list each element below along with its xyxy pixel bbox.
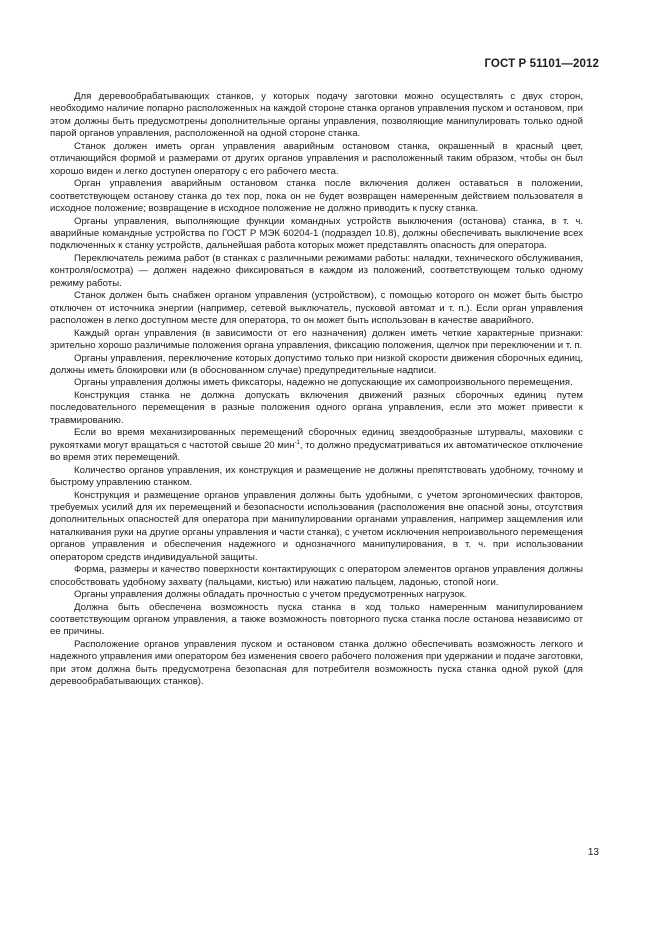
paragraph-text: Если во время механизированных перемещений сборочных единиц звездообразные штурвалы, маховики с рукоятками могут вращаться с частотой свыше 20 мин xyxy=(50,427,583,451)
paragraph: Станок должен иметь орган управления аварийным остановом станка, окрашенный в красный цвет, отличающийся формой и размерами от других органов управления и расположенный таким образом, чтобы он был хорошо виден и легко доступен оператору с его рабочего места. xyxy=(50,140,583,177)
paragraph: Органы управления должны иметь фиксаторы, надежно не допускающие их самопроизвольного перемещения. xyxy=(74,377,573,389)
paragraph: Для деревообрабатывающих станков, у которых подачу заготовки можно осуществлять с двух сторон, необходимо наличие попарно расположенных на каждой стороне станка органов управления пуском и остановом, при этом должны быть предусмотрены дополнительные органы управления, позволяющие манипулировать только одной парой органов управления, расположенной на одной стороне станка. xyxy=(50,91,583,140)
paragraph: Орган управления аварийным остановом станка после включения должен оставаться в положении, соответствующем останову станка до тех пор, пока он не будет возвращен намеренным действием пользователя в исходное положение; возвращение в исходное положение не должно приводить к пуску станка. xyxy=(50,178,583,215)
document-header: ГОСТ Р 51101—2012 xyxy=(484,58,599,70)
paragraph: Станок должен быть снабжен органом управления (устройством), с помощью которого он может быть быстро отключен от источника энергии (например, сетевой выключатель, пусковой автомат и т. п.). Если орган управления расположен в легко доступном месте для оператора, то он может быть использован в качестве аварийного. xyxy=(50,290,583,327)
paragraph: Органы управления должны обладать прочностью с учетом предусмотренных нагрузок. xyxy=(74,589,467,601)
paragraph: Расположение органов управления пуском и остановом станка должно обеспечивать возможность легкого и надежного управления ими оператором без изменения своего рабочего положения при удержании и подаче заготовки, при этом должна быть предусмотрена безопасная для потребителя возможность пуска станка одной рукой (для деревообрабатывающих станков). xyxy=(50,638,583,688)
paragraph: Количество органов управления, их конструкция и размещение не должны препятствовать удобному, точному и быстрому управлению станком. xyxy=(50,464,583,489)
paragraph: Конструкция и размещение органов управления должны быть удобными, с учетом эргономических факторов, требуемых усилий для их перемещений и безопасности использования (расположения вне опасной зоны, отсутствия дополнительных опасностей для оператора при манипулировании органами управления, например защемления или наталкивания руки на другие органы управления и части станка), с учетом исключения непроизвольного перемещения органов управления и обеспечения надежного и однозначного манипулирования, в т. ч. при использовании оператором средств индивидуальной защиты. xyxy=(50,489,583,563)
paragraph: Переключатель режима работ (в станках с различными режимами работы: наладки, технического обслуживания, контроля/осмотра) — должен надежно фиксироваться в каждом из положений, соответствующем только одному режиму работы. xyxy=(50,252,583,289)
paragraph: Органы управления, выполняющие функции командных устройств выключения (останова) станка, в т. ч. аварийные командные устройства по ГОСТ Р МЭК 60204-1 (подраздел 10.8), должны обеспечивать выключение всех подключенных к станку устройств, дальнейшая работа которых может представлять опасность для оператора. xyxy=(50,215,583,252)
paragraph: Должна быть обеспечена возможность пуска станка в ход только намеренным манипулированием соответствующим органом управления, а также возможность повторного пуска станка после останова независимо от ее причины. xyxy=(50,601,583,638)
paragraph: Конструкция станка не должна допускать включения движений разных сборочных единиц путем последовательного перемещения в разные положения одного органа управления, если это может привести к травмированию. xyxy=(50,389,583,426)
paragraph: Органы управления, переключение которых допустимо только при низкой скорости движения сборочных единиц, должны иметь блокировки или (в обоснованном случае) предупредительные надписи. xyxy=(50,352,583,376)
paragraph-text: , то должно предусматриваться их автоматическое отключение во время этих перемещений. xyxy=(50,439,583,464)
document-body xyxy=(50,91,583,689)
paragraph-rotation-speed xyxy=(50,427,583,464)
page-number: 13 xyxy=(587,847,599,858)
paragraph: Каждый орган управления (в зависимости от его назначения) должен иметь четкие характерные признаки: зрительно хорошо различимые положения органа управления, фиксацию положения, щелчок при переключении и т. п. xyxy=(50,327,583,352)
paragraph: Форма, размеры и качество поверхности контактирующих с оператором элементов органов управления должны способствовать удобному захвату (пальцами, кистью) или нажатию пальцем, ладонью, стопой ноги. xyxy=(50,564,583,588)
unit-exponent: -1 xyxy=(294,439,300,446)
